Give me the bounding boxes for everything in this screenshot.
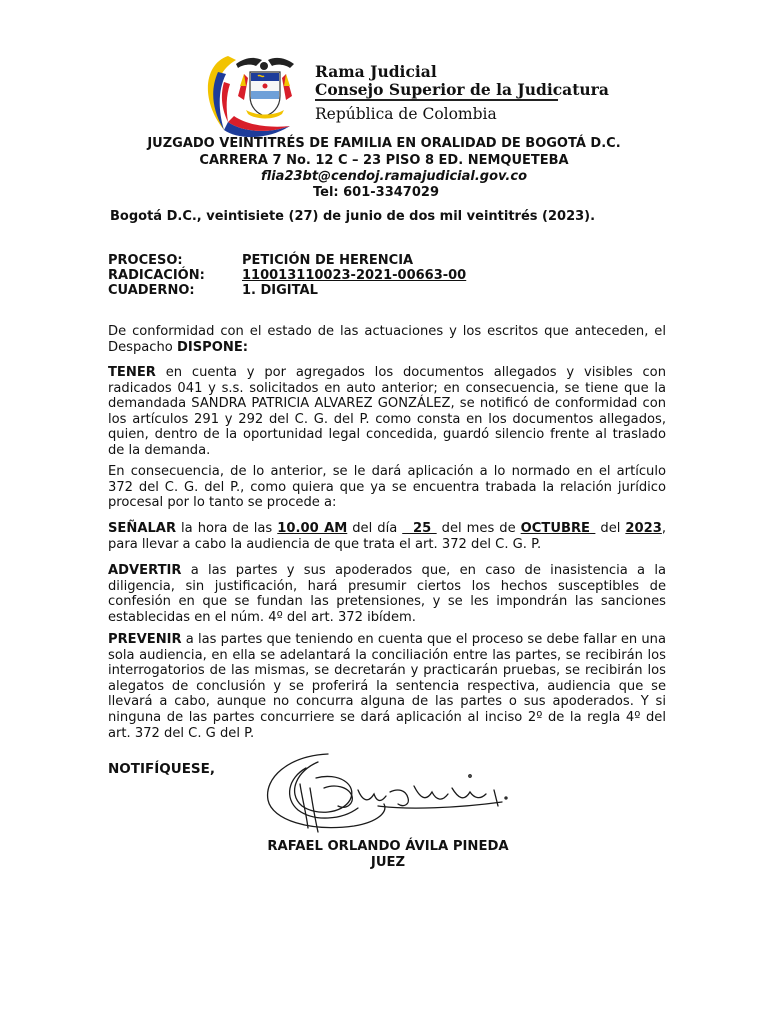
hearing-year: 2023 bbox=[625, 521, 662, 536]
case-proceso bbox=[108, 253, 413, 268]
prevenir-keyword: PREVENIR bbox=[108, 632, 182, 647]
senalar-keyword: SEÑALAR bbox=[108, 521, 177, 536]
advertir-keyword: ADVERTIR bbox=[108, 563, 182, 578]
senalar-paragraph bbox=[108, 521, 666, 552]
radicacion-value: 110013110023-2021-00663-00 bbox=[242, 268, 467, 283]
proceso-label: PROCESO: bbox=[108, 253, 183, 268]
senalar-text-4: del bbox=[595, 521, 626, 536]
case-cuaderno bbox=[108, 283, 318, 298]
cuaderno-value: 1. DIGITAL bbox=[242, 283, 318, 298]
tener-paragraph bbox=[108, 365, 666, 459]
advertir-paragraph bbox=[108, 563, 666, 625]
signer-title: JUEZ bbox=[370, 855, 406, 870]
cuaderno-label: CUADERNO: bbox=[108, 283, 195, 298]
institution-council: Consejo Superior de la Judicatura bbox=[315, 80, 609, 99]
handwritten-signature bbox=[258, 748, 526, 844]
court-name: JUZGADO VEINTITRÉS DE FAMILIA EN ORALIDAD DE BOGOTÁ D.C. bbox=[147, 136, 621, 151]
advertir-text: a las partes y sus apoderados que, en caso de inasistencia a la diligencia, sin justificación, hará presumir ciertos los hechos susceptibles de confesión en que se fundan las pretensiones, y se les impondrán las sanciones establecidas en el núm. 4º del art. 372 ibídem. bbox=[108, 563, 666, 625]
senalar-text-2: del día bbox=[347, 521, 403, 536]
proceso-value: PETICIÓN DE HERENCIA bbox=[242, 253, 414, 268]
tener-text: en cuenta y por agregados los documentos allegados y visibles con radicados 041 y s.s. solicitados en auto anterior; en consecuencia, se tiene que la demandada SANDRA PATRICIA ALVAREZ GONZÁLEZ, se notificó de conformidad con los artículos 291 y 292 del C. G. del P. como consta en los documentos allegados, quien, dentro de la oportunidad legal concedida, guardó silencio frente al traslado de la demanda. bbox=[108, 365, 666, 458]
letterhead-divider bbox=[315, 99, 558, 101]
senalar-text-3: del mes de bbox=[436, 521, 521, 536]
dispone-keyword: DISPONE: bbox=[176, 339, 249, 355]
prevenir-text: a las partes que teniendo en cuenta que el proceso se debe fallar en una sola audiencia, en ella se adelantará la conciliación entre las partes, se recibirán los interrogatorios de las mismas, se decretarán y practicarán pruebas, se recibirán los alegatos de conclusión y se proferirá la sentencia respectiva, audiencia que se llevará a cabo, aunque no concurra alguna de las partes o sus apoderados. Y si ninguna de las partes concurriere se dará aplicación al inciso 2º de la regla 4º del art. 372 del C. G del P. bbox=[108, 632, 666, 741]
hearing-day: 25 bbox=[402, 521, 437, 536]
closing-notifiquese: NOTIFÍQUESE, bbox=[108, 761, 215, 777]
senalar-text-1: la hora de las bbox=[176, 521, 278, 536]
court-email: flia23bt@cendoj.ramajudicial.gov.co bbox=[260, 169, 527, 184]
court-address: CARRERA 7 No. 12 C – 23 PISO 8 ED. NEMQUETEBA bbox=[199, 153, 569, 168]
court-phone: Tel: 601-3347029 bbox=[313, 185, 439, 200]
radicacion-label: RADICACIÓN: bbox=[108, 268, 205, 283]
coat-of-arms-logo bbox=[198, 50, 314, 138]
signer-name: RAFAEL ORLANDO ÁVILA PINEDA bbox=[267, 839, 509, 854]
institution-country: República de Colombia bbox=[315, 105, 497, 123]
case-radicacion bbox=[108, 268, 466, 283]
date-line: Bogotá D.C., veintisiete (27) de junio de dos mil veintitrés (2023). bbox=[110, 209, 596, 224]
intro-paragraph bbox=[108, 324, 666, 355]
hearing-time: 10.00 AM bbox=[277, 521, 348, 536]
institution-name: Rama Judicial bbox=[315, 62, 437, 81]
tener-keyword: TENER bbox=[108, 365, 156, 380]
hearing-month: OCTUBRE bbox=[520, 521, 596, 536]
senalar-text-5: , para llevar a cabo la audiencia de que trata el art. 372 del C. G. P. bbox=[108, 521, 667, 552]
intro-text: De conformidad con el estado de las actuaciones y los escritos que anteceden, el Despacho bbox=[108, 324, 666, 355]
consecuencia-paragraph: En consecuencia, de lo anterior, se le dará aplicación a lo normado en el artículo 372 del C. G. del P., como quiera que ya se encuentra trabada la relación jurídico procesal por lo tanto se procede a: bbox=[108, 464, 666, 511]
prevenir-paragraph bbox=[108, 632, 666, 741]
